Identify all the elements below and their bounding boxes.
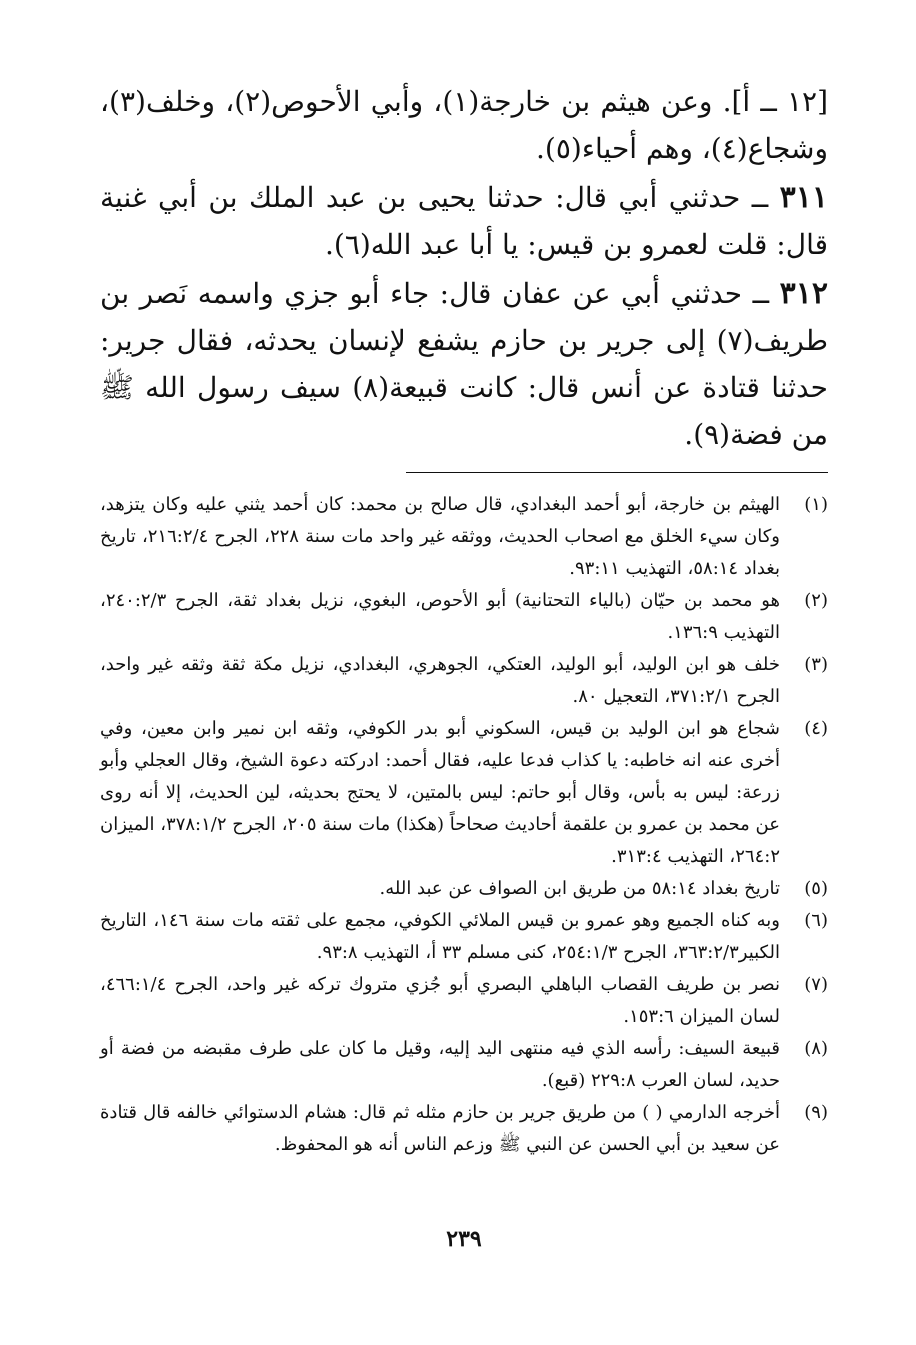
paragraph-312 bbox=[100, 270, 828, 458]
footnote-9 bbox=[100, 1097, 828, 1161]
footnote-number: (٨) bbox=[804, 1038, 828, 1059]
footnote-2 bbox=[100, 585, 828, 649]
footnote-8 bbox=[100, 1033, 828, 1097]
footnote-text: هو محمد بن حيّان (بالياء التحتانية) أبو الأحوص، البغوي، نزيل بغداد ثقة، الجرح ٢٤٠:٢/٣، التهذيب ١٣٦:٩. bbox=[100, 590, 780, 643]
footnote-6 bbox=[100, 905, 828, 969]
footnote-number: (٧) bbox=[804, 974, 828, 995]
footnote-number: (٣) bbox=[804, 654, 828, 675]
footnote-text: شجاع هو ابن الوليد بن قيس، السكوني أبو بدر الكوفي، وثقه ابن نمير وابن معين، وفي أخرى عنه انه خاطبه: يا كذاب فدعا عليه، فقال أحمد: ادركته دعوة الشيخ، وقال العجلي وأبو زرعة: ليس به بأس، وقال أبو حاتم: ليس بالمتين، لا يحتج بحديثه، لين الحديث، إلا أنه روى عن محمد بن عمرو بن علقمة أحاديث صحاحاً (هكذا) مات سنة ٢٠٥، الجرح ٣٧٨:١/٢، الميزان ٢٦٤:٢، التهذيب ٣١٣:٤. bbox=[100, 718, 781, 867]
footnote-text: وبه كناه الجميع وهو عمرو بن قيس الملائي الكوفي، مجمع على ثقته مات سنة ١٤٦، التاريخ الكبير٣٦٣:٢/٣، الجرح ٢٥٤:١/٣، كنى مسلم ٣٣ أ، التهذيب ٩٣:٨. bbox=[100, 910, 780, 963]
book-page bbox=[100, 78, 828, 1305]
footnote-number: (٢) bbox=[804, 590, 828, 611]
footnote-4 bbox=[100, 713, 828, 873]
footnote-text: خلف هو ابن الوليد، أبو الوليد، العتكي، الجوهري، البغدادي، نزيل مكة ثقة وثقه غير واحد، الجرح ٣٧١:٢/١، التعجيل ٨٠. bbox=[100, 654, 780, 707]
footnote-number: (٥) bbox=[804, 878, 828, 899]
footnote-number: (٦) bbox=[804, 910, 828, 931]
hadith-number: ٣١٢ bbox=[779, 276, 828, 311]
footnote-1 bbox=[100, 489, 828, 585]
footnote-text: قبيعة السيف: رأسه الذي فيه منتهى اليد إليه، وقيل ما كان على طرف مقبضه من فضة أو حديد، لسان العرب ٢٢٩:٨ (قبع). bbox=[100, 1038, 780, 1091]
footnote-text: نصر بن طريف القصاب الباهلي البصري أبو جُزي متروك تركه غير واحد، الجرح ٤٦٦:١/٤، لسان الميزان ١٥٣:٦. bbox=[100, 974, 780, 1027]
footnote-number: (٩) bbox=[804, 1102, 828, 1123]
footnotes bbox=[100, 489, 828, 1161]
main-text bbox=[100, 78, 828, 458]
paragraph-text: ــ حدثني أبي عن عفان قال: جاء أبو جزي واسمه نَصر بن طريف(٧) إلى جرير بن حازم يشفع لإنسان يحدثه، فقال جرير: حدثنا قتادة عن أنس قال: كانت قبيعة(٨) سيف رسول الله ﷺ من فضة(٩). bbox=[100, 277, 828, 451]
footnote-number: (١) bbox=[804, 494, 828, 515]
paragraph-text: ــ حدثني أبي قال: حدثنا يحيى بن عبد الملك بن أبي غنية قال: قلت لعمرو بن قيس: يا أبا عبد الله(٦). bbox=[100, 181, 828, 261]
footnote-5 bbox=[100, 873, 828, 905]
footnote-text: أخرجه الدارمي ( ) من طريق جرير بن حازم مثله ثم قال: هشام الدستوائي خالفه قال قتادة عن سعيد بن أبي الحسن عن النبي ﷺ وزعم الناس أنه هو المحفوظ. bbox=[100, 1102, 780, 1155]
footnote-3 bbox=[100, 649, 828, 713]
footnote-separator bbox=[406, 472, 828, 473]
paragraph-text: [١٢ ــ أ]. وعن هيثم بن خارجة(١)، وأبي الأحوص(٢)، وخلف(٣)، وشجاع(٤)، وهم أحياء(٥). bbox=[100, 85, 828, 165]
paragraph-12a bbox=[100, 78, 828, 172]
hadith-number: ٣١١ bbox=[779, 180, 828, 215]
footnote-number: (٤) bbox=[804, 718, 828, 739]
footnote-text: الهيثم بن خارجة، أبو أحمد البغدادي، قال صالح بن محمد: كان أحمد يثني عليه وكان يتزهد، وكان سيء الخلق مع اصحاب الحديث، ووثقه غير واحد مات سنة ٢٢٨، الجرح ٢١٦:٢/٤، تاريخ بغداد ٥٨:١٤، التهذيب ٩٣:١١. bbox=[100, 494, 780, 579]
page-number: ٢٣٩ bbox=[446, 1226, 482, 1252]
footnote-7 bbox=[100, 969, 828, 1033]
paragraph-311 bbox=[100, 174, 828, 268]
footnote-text: تاريخ بغداد ٥٨:١٤ من طريق ابن الصواف عن عبد الله. bbox=[379, 878, 780, 899]
